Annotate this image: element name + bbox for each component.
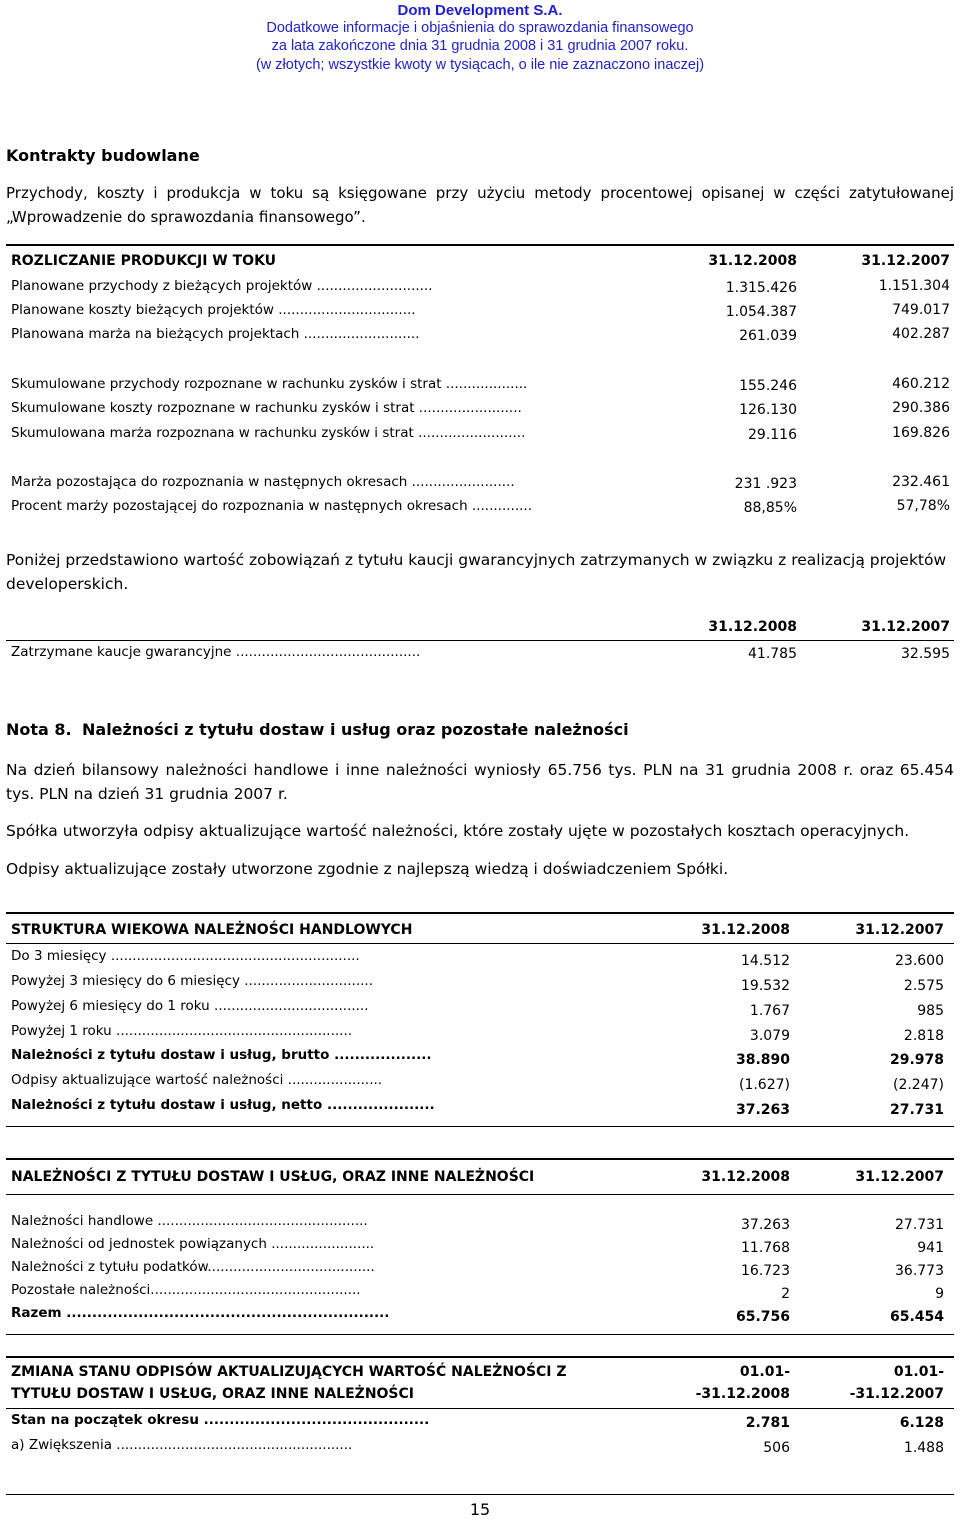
production-row-label: Planowane przychody z bieżących projektów ........................... <box>11 278 433 294</box>
aging-row-label: Powyżej 3 miesięcy do 6 miesięcy .............................. <box>11 973 374 989</box>
guarantees-label: Zatrzymane kaucje gwarancyjne ........................................... <box>11 644 421 660</box>
allowance-header-rule <box>6 1408 954 1409</box>
header-line-1: Dodatkowe informacje i objaśnienia do sprawozdania finansowego <box>266 20 694 36</box>
company-name: Dom Development S.A. <box>397 2 563 19</box>
allowance-col-2008-line2: -31.12.2008 <box>695 1386 790 1402</box>
guarantees-intro: Poniżej przedstawiono wartość zobowiązań z tytułu kaucji gwarancyjnych zatrzymanych w związku z realizacją projektów developerskich. <box>6 551 947 593</box>
production-row-v2008: 155.246 <box>739 378 797 394</box>
guarantees-col-2008: 31.12.2008 <box>708 619 797 635</box>
receivables-bottom-rule <box>6 1334 954 1335</box>
aging-col-2008: 31.12.2008 <box>701 922 790 938</box>
aging-heading: STRUKTURA WIEKOWA NALEŻNOŚCI HANDLOWYCH <box>11 922 413 938</box>
allowance-row-v2008: 2.781 <box>745 1415 790 1431</box>
receivables-row-v2008: 37.263 <box>741 1217 790 1233</box>
receivables-row-v2007: 36.773 <box>895 1263 944 1279</box>
receivables-col-2007: 31.12.2007 <box>855 1169 944 1185</box>
aging-row-v2008: 14.512 <box>741 953 790 969</box>
aging-col-2007: 31.12.2007 <box>855 922 944 938</box>
aging-row-label: Powyżej 6 miesięcy do 1 roku .................................... <box>11 998 369 1014</box>
production-row-v2007: 460.212 <box>892 376 950 392</box>
allowance-heading-1: ZMIANA STANU ODPISÓW AKTUALIZUJĄCYCH WARTOŚĆ NALEŻNOŚCI Z <box>11 1364 567 1380</box>
allowance-col-2007-line2: -31.12.2007 <box>849 1386 944 1402</box>
receivables-row-label: Pozostałe należności................................................. <box>11 1282 361 1298</box>
aging-row-v2007: 985 <box>917 1003 944 1019</box>
production-row-label: Skumulowane koszty rozpoznane w rachunku zysków i strat ........................ <box>11 400 522 416</box>
aging-row-v2008: (1.627) <box>738 1077 790 1093</box>
aging-row-v2007: (2.247) <box>892 1077 944 1093</box>
guarantees-rule <box>6 640 954 641</box>
aging-row-label: Do 3 miesięcy .......................................................... <box>11 948 360 964</box>
production-row-v2007: 290.386 <box>892 400 950 416</box>
header-line-2: za lata zakończone dnia 31 grudnia 2008 i 31 grudnia 2007 roku. <box>271 38 689 54</box>
contracts-title: Kontrakty budowlane <box>6 146 200 165</box>
aging-bottom-rule <box>6 1126 954 1127</box>
receivables-row-label-total: Razem ............................................................... <box>11 1305 390 1321</box>
header-line-3: (w złotych; wszystkie kwoty w tysiącach, o ile nie zaznaczono inaczej) <box>255 57 705 73</box>
aging-header-rule <box>6 943 954 944</box>
production-row-v2007: 1.151.304 <box>878 278 950 294</box>
aging-row-label: Powyżej 1 roku ....................................................... <box>11 1023 353 1039</box>
allowance-top-rule <box>6 1356 954 1358</box>
aging-row-v2007: 29.978 <box>889 1052 944 1068</box>
production-top-rule <box>6 244 954 246</box>
page-number: 15 <box>469 1500 491 1519</box>
footer-rule <box>6 1494 954 1495</box>
aging-row-label: Odpisy aktualizujące wartość należności ...................... <box>11 1072 383 1088</box>
receivables-row-v2007: 9 <box>935 1286 944 1302</box>
aging-row-v2007: 23.600 <box>895 953 944 969</box>
receivables-row-v2008: 11.768 <box>741 1240 790 1256</box>
receivables-col-2008: 31.12.2008 <box>701 1169 790 1185</box>
production-col-2008: 31.12.2008 <box>708 253 797 269</box>
production-row-v2007: 232.461 <box>892 474 950 490</box>
note8-number: Nota 8. <box>6 720 72 739</box>
receivables-row-v2008: 65.756 <box>735 1309 790 1325</box>
production-row-label: Marża pozostająca do rozpoznania w następnych okresach ........................ <box>11 474 515 490</box>
receivables-heading: NALEŻNOŚCI Z TYTUŁU DOSTAW I USŁUG, ORAZ INNE NALEŻNOŚCI <box>11 1169 535 1185</box>
note8-paragraph-2: Spółka utworzyła odpisy aktualizujące wartość należności, które zostały ujęte w pozostałych kosztach operacyjnych. <box>6 822 910 840</box>
production-row-label: Planowane koszty bieżących projektów ................................ <box>11 302 416 318</box>
aging-row-label-total-gross: Należności z tytułu dostaw i usług, brutto ................... <box>11 1047 432 1063</box>
production-row-v2008: 231 .923 <box>734 476 797 492</box>
production-row-v2008: 29.116 <box>748 427 797 443</box>
receivables-top-rule <box>6 1158 954 1160</box>
aging-row-v2008: 37.263 <box>735 1102 790 1118</box>
aging-top-rule <box>6 912 954 914</box>
production-row-label: Planowana marża na bieżących projektach ........................... <box>11 326 420 342</box>
allowance-col-2008-line1: 01.01- <box>739 1364 790 1380</box>
aging-row-v2008: 38.890 <box>735 1052 790 1068</box>
allowance-col-2007-line1: 01.01- <box>893 1364 944 1380</box>
aging-row-v2007: 2.575 <box>903 978 944 994</box>
allowance-heading-2: TYTUŁU DOSTAW I USŁUG, ORAZ INNE NALEŻNOŚCI <box>11 1386 414 1402</box>
receivables-row-v2007: 27.731 <box>895 1217 944 1233</box>
production-heading: ROZLICZANIE PRODUKCJI W TOKU <box>11 253 277 269</box>
aging-row-v2008: 3.079 <box>749 1028 790 1044</box>
contracts-intro: Przychody, koszty i produkcja w toku są księgowane przy użyciu metody procentowej opisanej w części zatytułowanej „Wprowadzenie do sprawozdania finansowego”. <box>6 184 954 226</box>
production-row-v2008: 88,85% <box>743 500 797 516</box>
receivables-row-v2008: 16.723 <box>741 1263 790 1279</box>
production-col-2007: 31.12.2007 <box>861 253 950 269</box>
note8-title: Należności z tytułu dostaw i usług oraz pozostałe należności <box>82 720 629 739</box>
production-row-label: Skumulowane przychody rozpoznane w rachunku zysków i strat ................... <box>11 376 528 392</box>
allowance-row-v2007: 6.128 <box>899 1415 944 1431</box>
receivables-row-label: Należności z tytułu podatków....................................... <box>11 1259 375 1275</box>
aging-row-v2007: 27.731 <box>889 1102 944 1118</box>
note8-paragraph-1: Na dzień bilansowy należności handlowe i inne należności wyniosły 65.756 tys. PLN na 31 grudnia 2008 r. oraz 65.454 tys. PLN na dzień 31 grudnia 2007 r. <box>6 761 954 803</box>
allowance-row-label: Stan na początek okresu ............................................ <box>11 1412 430 1428</box>
note8-paragraph-3: Odpisy aktualizujące zostały utworzone zgodnie z najlepszą wiedzą i doświadczeniem Spółki. <box>6 860 729 878</box>
aging-row-label-total-net: Należności z tytułu dostaw i usług, netto ..................... <box>11 1097 435 1113</box>
allowance-row-label: a) Zwiększenia ....................................................... <box>11 1437 353 1453</box>
aging-row-v2008: 19.532 <box>741 978 790 994</box>
receivables-row-label: Należności handlowe ................................................. <box>11 1213 368 1229</box>
receivables-header-rule <box>6 1194 954 1195</box>
production-row-v2007: 169.826 <box>892 425 950 441</box>
aging-row-v2007: 2.818 <box>903 1028 944 1044</box>
production-row-v2008: 1.315.426 <box>725 280 797 296</box>
guarantees-v2007: 32.595 <box>901 646 950 662</box>
production-row-v2007: 57,78% <box>896 498 950 514</box>
production-row-v2008: 261.039 <box>739 328 797 344</box>
guarantees-col-2007: 31.12.2007 <box>861 619 950 635</box>
allowance-row-v2008: 506 <box>763 1440 790 1456</box>
receivables-row-v2007: 941 <box>917 1240 944 1256</box>
allowance-row-v2007: 1.488 <box>903 1440 944 1456</box>
production-row-label: Skumulowana marża rozpoznana w rachunku zysków i strat ......................... <box>11 425 526 441</box>
production-row-v2008: 126.130 <box>739 402 797 418</box>
aging-row-v2008: 1.767 <box>749 1003 790 1019</box>
receivables-row-v2007: 65.454 <box>889 1309 944 1325</box>
production-row-v2007: 749.017 <box>892 302 950 318</box>
production-row-label: Procent marży pozostającej do rozpoznania w następnych okresach .............. <box>11 498 532 514</box>
receivables-row-v2008: 2 <box>781 1286 790 1302</box>
guarantees-v2008: 41.785 <box>748 646 797 662</box>
receivables-row-label: Należności od jednostek powiązanych ........................ <box>11 1236 375 1252</box>
production-row-v2007: 402.287 <box>892 326 950 342</box>
production-row-v2008: 1.054.387 <box>725 304 797 320</box>
